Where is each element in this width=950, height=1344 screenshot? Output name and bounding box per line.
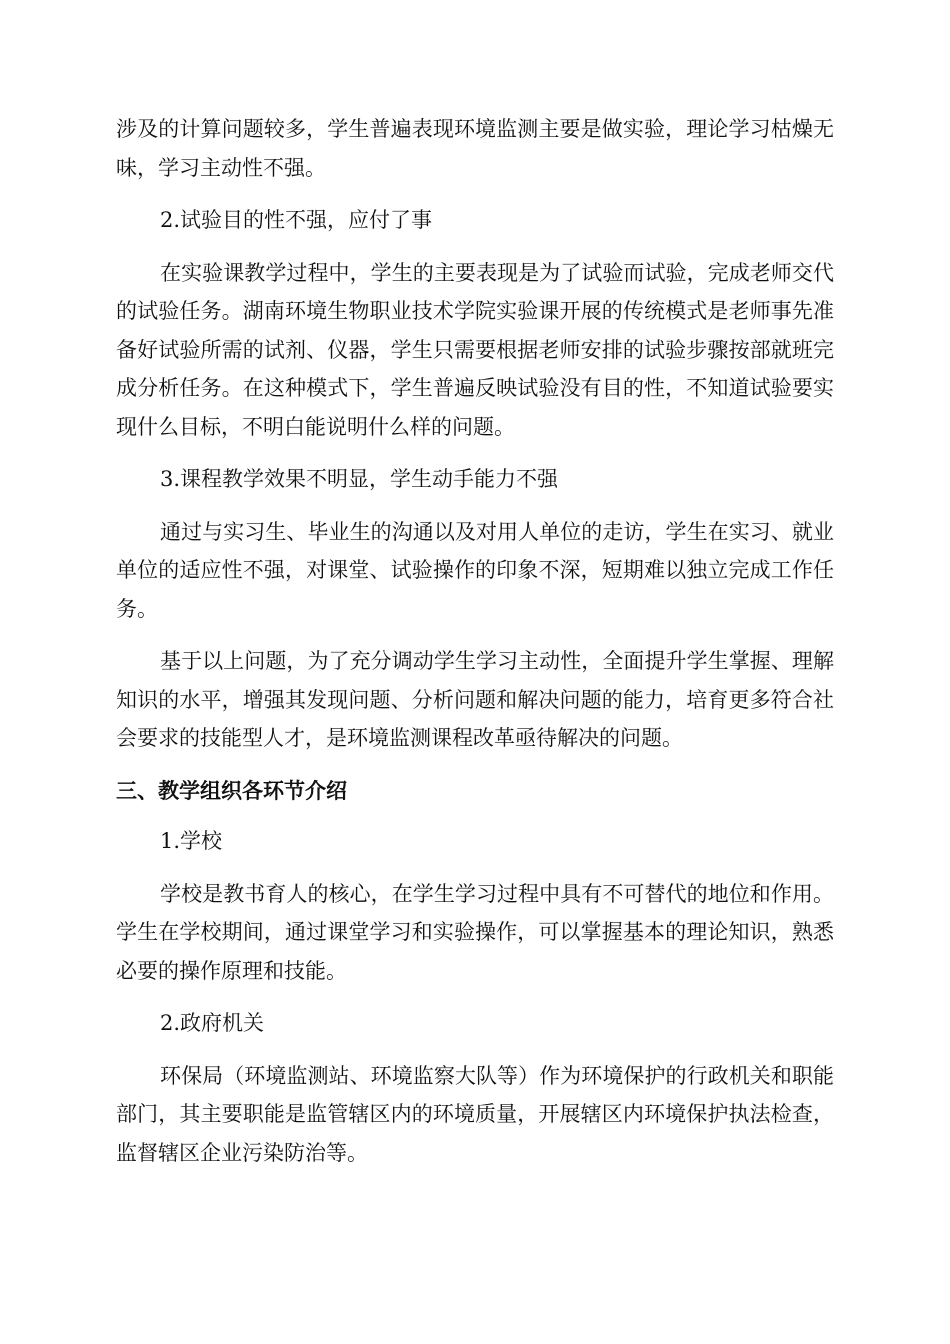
subheading-government: 2.政府机关 — [160, 1011, 265, 1035]
paragraph-teaching-effect: 通过与实习生、毕业生的沟通以及对用人单位的走访，学生在实习、就业单位的适应性不强，对课堂、试验操作的印象不深，短期难以独立完成工作任务。 — [116, 519, 834, 621]
paragraph-government: 环保局（环境监测站、环境监察大队等）作为环境保护的行政机关和职能部门，其主要职能是监管辖区内的环境质量，开展辖区内环境保护执法检查，监督辖区企业污染防治等。 — [116, 1063, 834, 1165]
paragraph-continued: 涉及的计算问题较多，学生普遍表现环境监测主要是做实验，理论学习枯燥无味，学习主动性不强。 — [116, 117, 834, 180]
subheading-experiment-purpose: 2.试验目的性不强，应付了事 — [160, 208, 433, 232]
paragraph-experiment-purpose: 在实验课教学过程中，学生的主要表现是为了试验而试验，完成老师交代的试验任务。湖南环境生物职业技术学院实验课开展的传统模式是老师事先准备好试验所需的试剂、仪器，学生只需要根据老师安排的试验步骤按部就班完成分析任务。在这种模式下，学生普遍反映试验没有目的性，不知道试验要实现什么目标，不明白能说明什么样的问题。 — [116, 260, 834, 439]
paragraph-school: 学校是教书育人的核心，在学生学习过程中具有不可替代的地位和作用。学生在学校期间，通过课堂学习和实验操作，可以掌握基本的理论知识，熟悉必要的操作原理和技能。 — [116, 881, 834, 983]
subheading-school: 1.学校 — [160, 829, 223, 853]
subheading-teaching-effect: 3.课程教学效果不明显，学生动手能力不强 — [160, 467, 559, 491]
paragraph-problem-summary: 基于以上问题，为了充分调动学生学习主动性，全面提升学生掌握、理解知识的水平，增强其发现问题、分析问题和解决问题的能力，培育更多符合社会要求的技能型人才，是环境监测课程改革亟待解决的问题。 — [116, 649, 834, 750]
section-heading-teaching-organization: 三、教学组织各环节介绍 — [116, 778, 347, 803]
document-page — [116, 110, 834, 1186]
